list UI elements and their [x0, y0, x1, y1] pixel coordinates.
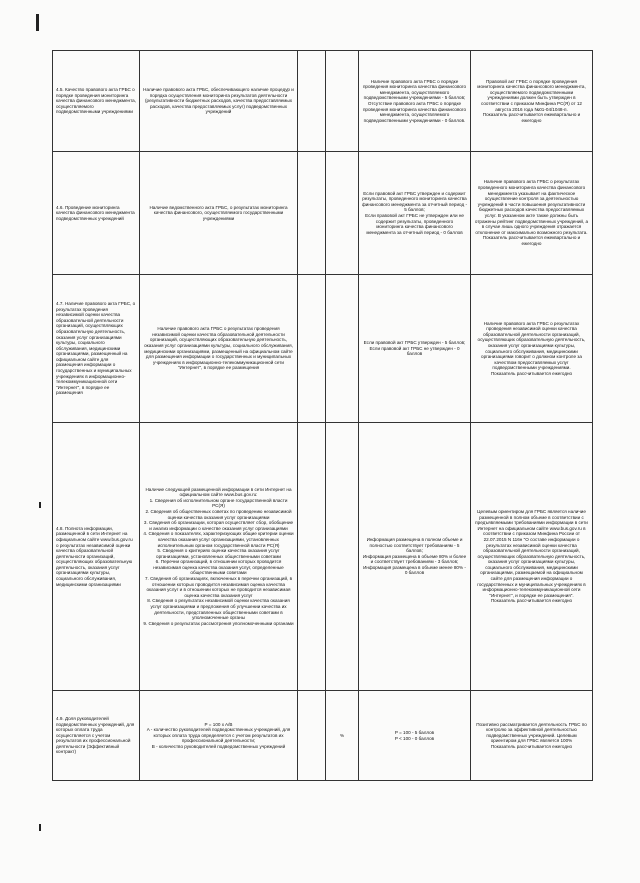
indicator-comment-cell: Позитивно рассматривается деятельность ГРБС по контролю за эффективной деятельностью подведомственных учреждений. Целевым ориентиром для ГРБС является 100% Показатель рассчитывается ежегодно	[471, 691, 593, 781]
indicator-score-cell: P = 100 - 5 баллов P < 100 - 0 баллов	[359, 691, 471, 781]
indicator-formula-cell	[298, 51, 326, 152]
indicators-table	[52, 50, 593, 781]
table-row	[53, 423, 593, 691]
indicator-formula-cell	[298, 152, 326, 275]
indicator-comment-cell: Целевым ориентиром для ГРБС является наличие размещенной в полном объеме в соответствии с предъявляемыми требованиями информации в сети Интернет на официальном сайте www.bus.gov.ru в соответствии с приказом Минфина России от 22.07.2015 N 116н "О составе информации о результатах независимой оценки качества образовательной деятельности организаций, осуществляющих образовательную деятельность, оказания услуг организациями культуры, социального обслуживания, медицинскими организациями, размещаемой на официальном сайте для размещения информации о государственных и муниципальных учреждениях в информационно-телекоммуникационной сети "Интернет", и порядке ее размещения". Показатель рассчитывается ежегодно	[471, 423, 593, 691]
indicator-description-cell: Наличие правового акта ГРБС, обеспечивающего наличие процедур и порядка осуществления мониторинга результатов деятельности (результативности бюджетных расходов, качества предоставляемых расходов, качества предоставляемых услуг) подведомственных учреждений	[140, 51, 298, 152]
indicator-comment-cell: Правовой акт ГРБС о порядке проведения мониторинга качества финансового менеджмента, осуществляемого подведомственными учреждениями должен быть утвержден в соответствии с приказом Минфина РС(Я) от 12 августа 2016 года №01-04/1048-п. Показатель рассчитывается ежеквартально и ежегодно	[471, 51, 593, 152]
indicator-score-cell: Информация размещена в полном объеме и полностью соответствует требованиям - 5 баллов; Информация размещена в объеме 80% и более и соответствует требованиям - 3 баллов; Информация размещена в объеме менее 80% - 0 баллов	[359, 423, 471, 691]
indicator-name-cell: 4.7. Наличие правового акта ГРБС, о результатах проведения независимой оценки качества образовательной деятельности организаций, осуществляющих образовательную деятельность, оказания услуг организациями культуры, социального обслуживания, медицинскими организациями, размещенный на официальном сайте для размещения информации о государственных и муниципальных учреждениях в информационно-телекоммуникационной сети "Интернет", в порядке ее размещения	[53, 275, 140, 423]
indicator-description-cell: Наличие следующей размещенной информации в сети Интернет на официальном сайте www.bus.gov.ru: 1. Сведения об исполнительном органе государственной власти РС(Я) 2. Сведения об общественных советах по проведению независимой оценки качества оказания услуг организациями 3. Сведения об организации, которая осуществляет сбор, обобщение и анализ информации о качестве оказания услуг организациями 4. Сведения о показателях, характеризующих общие критерии оценки качества оказания услуг организациями, установленных исполнительным органом государственной власти РС(Я) 5. Сведения о критериях оценки качества оказания услуг организациями, установленных общественными советами 6. Перечни организаций, в отношении которых проводится независимая оценка качества оказания услуг, определенные общественными советами 7. Сведения об организациях, включенных в перечни организаций, в отношении которых проводится независимая оценка качества оказания услуг и в отношении которых не проводится независимая оценка качества оказания услуг 8. Сведения о результатах независимой оценки качества оказания услуг организациями и предложения об улучшении качества их деятельности, представленных общественными советами в уполномоченные органы 9. Сведения о результатах рассмотрения уполномоченными органами	[140, 423, 298, 691]
indicator-unit-cell	[326, 51, 359, 152]
margin-mark	[39, 502, 41, 508]
indicator-score-cell: Если правовой акт ГРБС утвержден - 5 баллов; Если правовой акт ГРБС не утвержден - 0 баллов	[359, 275, 471, 423]
margin-mark	[39, 824, 41, 831]
table-row	[53, 275, 593, 423]
indicator-description-cell: Наличие правового акта ГРБС о результатах проведения независимой оценки качества образовательной деятельности организаций, осуществляющих образовательную деятельность, оказания услуг организациями культуры, социального обслуживания, медицинскими организациями, размещенный на официальном сайте для размещения информации о государственных и муниципальных учреждениях в информационно-телекоммуникационной сети "Интернет", в порядке ее размещения	[140, 275, 298, 423]
table-row	[53, 691, 593, 781]
indicator-description-cell: Наличие ведомственного акта ГРБС, о результатах мониторинга качества финансового, осуществляемого государственными учреждениями	[140, 152, 298, 275]
indicator-unit-cell: %	[326, 691, 359, 781]
indicator-score-cell: Если правовой акт ГРБС утвержден и содержит результаты, проведенного мониторинга качества финансового менеджмента за отчетный период - 5 баллов; Если правовой акт ГРБС не утвержден или не содержит результаты, проведенного мониторинга качества финансового менеджмента за отчетный период - 0 баллов	[359, 152, 471, 275]
indicator-name-cell: 4.8. Полнота информации, размещенной в сети Интернет на официальном сайте www.bus.gov.ru о результатах независимой оценки качества образовательной деятельности организаций, осуществляющих образовательную деятельность, оказания услуг организациями культуры, социального обслуживания, медицинскими организациями	[53, 423, 140, 691]
indicator-description-cell: P = 100 x A/B A - количество руководителей подведомственных учреждений, для которых оплата труда определяется с учетом результатов их профессиональной деятельности; B - количество руководителей подведомственных учреждений	[140, 691, 298, 781]
indicator-comment-cell: Наличие правового акта ГРБС о результатах проведенного мониторинга качества финансового менеджмента указывает на фактическое осуществление контроля за деятельностью учреждений в части повышения результативности бюджетных расходов качества предоставляемых услуг. В указанном акте также должны быть отражены рейтинг подведомственных учреждений, а в случае лишь одного учреждения отражается отклонение от максимально возможного результата. Показатель рассчитывается ежеквартально и ежегодно	[471, 152, 593, 275]
indicator-comment-cell: Наличие правового акта ГРБС о результатах проведения независимой оценки качества образовательной деятельности организаций, осуществляющих образовательную деятельность, оказания услуг организациями культуры, социального обслуживания, медицинскими организациями говорит о должном контроле за качеством предоставляемых услуг подведомственными учреждениями. Показатель рассчитывается ежегодно	[471, 275, 593, 423]
indicator-score-cell: Наличие правового акта ГРБС о порядке проведения мониторинга качества финансового менеджмента, осуществляемого подведомственными учреждениями - 5 баллов; Отсутствие правового акта ГРБС о порядке проведения мониторинга качества финансового менеджмента, осуществляемого подведомственными учреждениями - 0 баллов.	[359, 51, 471, 152]
table-row	[53, 152, 593, 275]
indicator-unit-cell	[326, 423, 359, 691]
indicator-formula-cell	[298, 423, 326, 691]
indicator-name-cell: 4.6. Проведение мониторинга качества финансового менеджмента подведомственных учреждений	[53, 152, 140, 275]
indicator-formula-cell	[298, 275, 326, 423]
indicator-name-cell: 4.5. Качество правового акта ГРБС о порядке проведения мониторинга качества финансового менеджмента, осуществляемого подведомственными учреждениями	[53, 51, 140, 152]
indicator-formula-cell	[298, 691, 326, 781]
indicator-name-cell: 4.9. Доля руководителей подведомственных учреждений, для которых оплата труда осуществляется с учетом результатов их профессиональной деятельности (Эффективный контракт)	[53, 691, 140, 781]
table-row	[53, 51, 593, 152]
indicator-unit-cell	[326, 152, 359, 275]
binding-hole-mark	[36, 14, 39, 31]
indicator-unit-cell	[326, 275, 359, 423]
